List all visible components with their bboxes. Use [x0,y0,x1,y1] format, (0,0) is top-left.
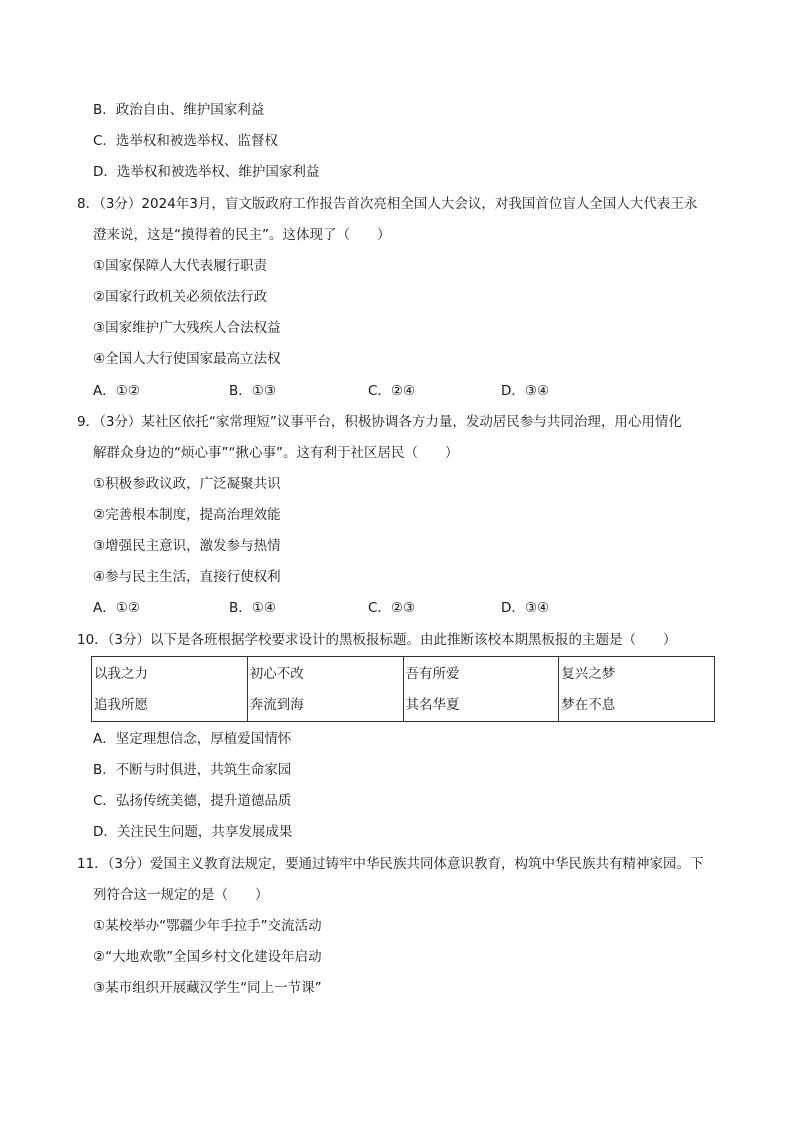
cell-line: 梦在不息 [561,697,616,713]
table-row [92,657,715,722]
table-cell-class3 [403,657,559,722]
cell-line: 其名华夏 [405,697,460,713]
q9-item-3: ③增强民主意识，激发参与热情 [93,538,281,554]
table-cell-class2 [247,657,403,722]
q7-option-b: B．政治自由、维护国家利益 [93,102,265,118]
q8-choice-c: C．②④ [368,383,416,399]
cell-line: 吾有所爱 [405,666,460,682]
q9-stem-line2: 解群众身边的“烦心事”“揪心事”。这有利于社区居民（ ） [93,445,459,461]
q9-item-4: ④参与民主生活，直接行使权利 [93,569,281,585]
cell-line: 追我所愿 [94,697,148,713]
q8-choice-d: D．③④ [501,383,550,399]
q11-item-2: ②“大地欢歌”全国乡村文化建设年启动 [93,949,322,965]
q10-option-b: B．不断与时俱进，共筑生命家园 [93,762,292,778]
q8-item-4: ④全国人大行使国家最高立法权 [93,351,281,367]
q8-item-1: ①国家保障人大代表履行职责 [93,258,268,274]
q8-item-2: ②国家行政机关必须依法行政 [93,289,268,305]
q10-option-c: C．弘扬传统美德，提升道德品质 [93,793,292,809]
blackboard-title-table [91,656,715,722]
q10-stem: 10．（3分）以下是各班根据学校要求设计的黑板报标题。由此推断该校本期黑板报的主题是（ ） [77,632,677,648]
q10-option-d: D．关注民生问题，共享发展成果 [93,824,293,840]
q11-item-3: ③某市组织开展藏汉学生“同上一节课” [93,980,322,996]
q9-choice-c: C．②③ [368,600,416,616]
cell-line: 复兴之梦 [561,666,616,682]
q7-option-c: C．选举权和被选举权、监督权 [93,133,278,149]
q11-item-1: ①某校举办“鄂疆少年手拉手”交流活动 [93,918,322,934]
q9-choice-a: A．①② [93,600,140,616]
cell-line: 初心不改 [249,666,304,682]
q11-stem-line1: 11．（3分）爱国主义教育法规定，要通过铸牢中华民族共同体意识教育，构筑中华民族共有精神家园。下 [77,856,704,872]
q8-item-3: ③国家维护广大残疾人合法权益 [93,320,281,336]
table-cell-class4 [559,657,715,722]
q11-stem-line2: 列符合这一规定的是（ ） [93,887,269,903]
q10-option-a: A．坚定理想信念，厚植爱国情怀 [93,731,292,747]
q8-stem-line1: 8．（3分）2024年3月，盲文版政府工作报告首次亮相全国人大会议，对我国首位盲人全国人大代表王永 [77,196,698,212]
cell-line: 奔流到海 [249,697,304,713]
q8-choice-a: A．①② [93,383,140,399]
q9-stem-line1: 9．（3分）某社区依托“家常理短”议事平台，积极协调各方力量，发动居民参与共同治理，用心用情化 [77,414,682,430]
q9-item-1: ①积极参政议政，广泛凝聚共识 [93,476,281,492]
q7-option-d: D．选举权和被选举权、维护国家利益 [93,164,320,180]
q9-choice-d: D．③④ [501,600,550,616]
q9-choice-b: B．①④ [229,600,276,616]
q8-stem-line2: 澄来说，这是“摸得着的民主”。这体现了（ ） [93,227,391,243]
q9-item-2: ②完善根本制度，提高治理效能 [93,507,281,523]
q8-choice-b: B．①③ [229,383,276,399]
cell-line: 以我之力 [94,666,148,682]
table-cell-class1 [92,657,248,722]
